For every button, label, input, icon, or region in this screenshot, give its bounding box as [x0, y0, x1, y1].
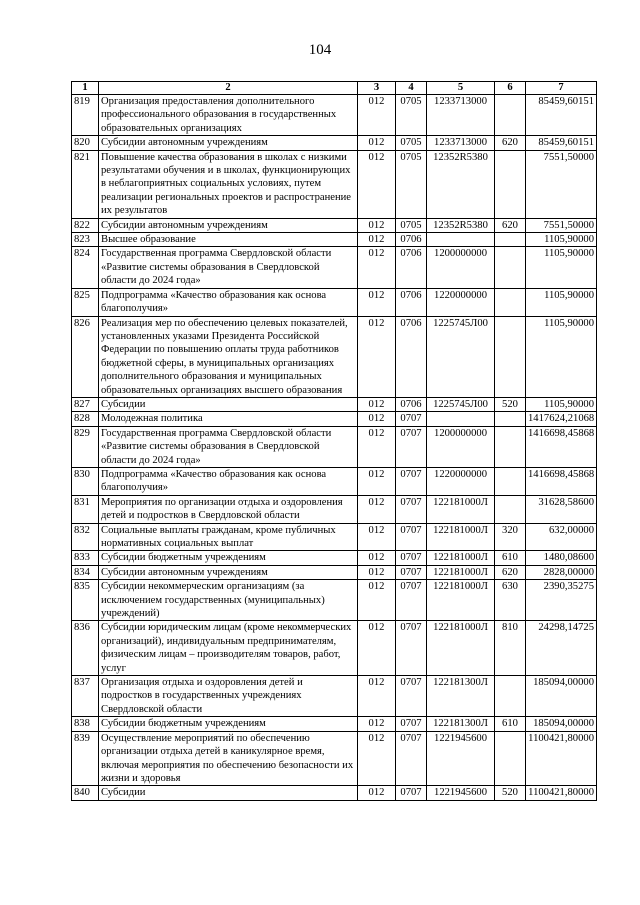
row-ministry-code: 012	[358, 150, 396, 218]
row-expense-type	[495, 150, 526, 218]
row-target-article: 1220000000	[427, 288, 495, 316]
row-section-code: 0705	[396, 150, 427, 218]
row-ministry-code: 012	[358, 717, 396, 731]
row-amount: 1416698,45868	[526, 426, 597, 467]
row-section-code: 0706	[396, 233, 427, 247]
table-row	[72, 717, 597, 731]
table-row	[72, 565, 597, 579]
row-number: 820	[72, 136, 99, 150]
row-section-code: 0705	[396, 136, 427, 150]
row-amount: 1417624,21068	[526, 412, 597, 426]
row-expense-type: 810	[495, 621, 526, 676]
row-amount: 7551,50000	[526, 218, 597, 232]
row-section-code: 0706	[396, 397, 427, 411]
row-section-code: 0707	[396, 523, 427, 551]
table-row	[72, 397, 597, 411]
table-row	[72, 676, 597, 717]
row-ministry-code: 012	[358, 523, 396, 551]
row-ministry-code: 012	[358, 676, 396, 717]
column-header: 5	[427, 82, 495, 95]
row-name: Повышение качества образования в школах с низкими результатами обучения и в школах, функционирующих в неблагоприятных социальных условиях, путем реализации региональных проектов и распространение их результатов	[99, 150, 358, 218]
budget-table	[71, 81, 597, 801]
row-name: Государственная программа Свердловской области «Развитие системы образования в Свердловской области до 2024 года»	[99, 247, 358, 288]
row-name: Субсидии	[99, 786, 358, 800]
row-amount: 2828,00000	[526, 565, 597, 579]
row-expense-type	[495, 467, 526, 495]
row-expense-type: 320	[495, 523, 526, 551]
row-name: Субсидии юридическим лицам (кроме некоммерческих организаций), индивидуальным предпринимателям, физическим лицам – производителям товаров, работ, услуг	[99, 621, 358, 676]
table-row	[72, 316, 597, 397]
row-target-article: 1225745Л00	[427, 316, 495, 397]
row-number: 837	[72, 676, 99, 717]
table-row	[72, 233, 597, 247]
row-expense-type	[495, 288, 526, 316]
row-number: 840	[72, 786, 99, 800]
row-expense-type	[495, 676, 526, 717]
table-row	[72, 551, 597, 565]
row-target-article: 122181000Л	[427, 495, 495, 523]
row-number: 830	[72, 467, 99, 495]
table-row	[72, 495, 597, 523]
row-number: 831	[72, 495, 99, 523]
row-section-code: 0707	[396, 580, 427, 621]
row-expense-type: 620	[495, 565, 526, 579]
row-name: Организация предоставления дополнительного профессионального образования в государственных образовательных организациях	[99, 95, 358, 136]
table-row	[72, 426, 597, 467]
row-ministry-code: 012	[358, 95, 396, 136]
table-row	[72, 136, 597, 150]
table-row	[72, 150, 597, 218]
row-number: 839	[72, 731, 99, 786]
row-number: 819	[72, 95, 99, 136]
row-name: Субсидии некоммерческим организациям (за исключением государственных (муниципальных) учреждений)	[99, 580, 358, 621]
column-header: 2	[99, 82, 358, 95]
row-number: 829	[72, 426, 99, 467]
row-target-article	[427, 233, 495, 247]
row-number: 825	[72, 288, 99, 316]
row-expense-type	[495, 247, 526, 288]
row-number: 821	[72, 150, 99, 218]
row-amount: 1105,90000	[526, 397, 597, 411]
row-number: 834	[72, 565, 99, 579]
row-target-article: 122181300Л	[427, 676, 495, 717]
row-section-code: 0707	[396, 717, 427, 731]
row-target-article: 1233713000	[427, 136, 495, 150]
row-section-code: 0705	[396, 95, 427, 136]
row-ministry-code: 012	[358, 565, 396, 579]
row-name: Осуществление мероприятий по обеспечению организации отдыха детей в каникулярное время, включая мероприятия по обеспечению безопасности их жизни и здоровья	[99, 731, 358, 786]
row-expense-type	[495, 731, 526, 786]
row-expense-type: 610	[495, 551, 526, 565]
column-header: 7	[526, 82, 597, 95]
row-target-article: 1233713000	[427, 95, 495, 136]
row-ministry-code: 012	[358, 412, 396, 426]
row-target-article: 1220000000	[427, 467, 495, 495]
row-target-article: 12352R5380	[427, 150, 495, 218]
row-target-article: 1200000000	[427, 426, 495, 467]
row-target-article: 1221945600	[427, 786, 495, 800]
row-target-article: 12352R5380	[427, 218, 495, 232]
row-section-code: 0707	[396, 467, 427, 495]
row-ministry-code: 012	[358, 786, 396, 800]
row-amount: 1100421,80000	[526, 731, 597, 786]
row-expense-type	[495, 95, 526, 136]
row-target-article: 1225745Л00	[427, 397, 495, 411]
row-name: Субсидии автономным учреждениям	[99, 565, 358, 579]
row-expense-type	[495, 316, 526, 397]
row-expense-type	[495, 412, 526, 426]
table-row	[72, 247, 597, 288]
row-target-article: 122181300Л	[427, 717, 495, 731]
row-ministry-code: 012	[358, 580, 396, 621]
row-name: Субсидии автономным учреждениям	[99, 218, 358, 232]
row-expense-type: 520	[495, 397, 526, 411]
row-section-code: 0707	[396, 426, 427, 467]
table-row	[72, 731, 597, 786]
row-section-code: 0706	[396, 247, 427, 288]
column-header: 6	[495, 82, 526, 95]
row-section-code: 0707	[396, 495, 427, 523]
row-section-code: 0707	[396, 551, 427, 565]
row-expense-type: 610	[495, 717, 526, 731]
row-amount: 24298,14725	[526, 621, 597, 676]
row-target-article: 1200000000	[427, 247, 495, 288]
table-row	[72, 218, 597, 232]
row-expense-type: 520	[495, 786, 526, 800]
table-body	[72, 95, 597, 801]
row-amount: 185094,00000	[526, 676, 597, 717]
column-header: 3	[358, 82, 396, 95]
row-name: Организация отдыха и оздоровления детей и подростков в государственных учреждениях Свердловской области	[99, 676, 358, 717]
row-name: Социальные выплаты гражданам, кроме публичных нормативных социальных выплат	[99, 523, 358, 551]
row-amount: 1105,90000	[526, 316, 597, 397]
table-row	[72, 523, 597, 551]
row-section-code: 0707	[396, 731, 427, 786]
row-ministry-code: 012	[358, 316, 396, 397]
row-number: 827	[72, 397, 99, 411]
row-ministry-code: 012	[358, 218, 396, 232]
row-name: Субсидии бюджетным учреждениям	[99, 551, 358, 565]
table-header-row	[72, 82, 597, 95]
row-section-code: 0705	[396, 218, 427, 232]
row-expense-type: 620	[495, 218, 526, 232]
row-amount: 7551,50000	[526, 150, 597, 218]
row-name: Высшее образование	[99, 233, 358, 247]
row-number: 833	[72, 551, 99, 565]
row-name: Подпрограмма «Качество образования как основа благополучия»	[99, 467, 358, 495]
row-target-article: 122181000Л	[427, 523, 495, 551]
row-amount: 85459,60151	[526, 136, 597, 150]
row-name: Субсидии бюджетным учреждениям	[99, 717, 358, 731]
row-amount: 1416698,45868	[526, 467, 597, 495]
row-name: Субсидии автономным учреждениям	[99, 136, 358, 150]
row-ministry-code: 012	[358, 233, 396, 247]
row-ministry-code: 012	[358, 288, 396, 316]
row-target-article: 122181000Л	[427, 565, 495, 579]
row-target-article	[427, 412, 495, 426]
row-number: 835	[72, 580, 99, 621]
row-number: 838	[72, 717, 99, 731]
row-section-code: 0707	[396, 412, 427, 426]
row-amount: 185094,00000	[526, 717, 597, 731]
row-ministry-code: 012	[358, 397, 396, 411]
table-row	[72, 580, 597, 621]
row-name: Государственная программа Свердловской области «Развитие системы образования в Свердловской области до 2024 года»	[99, 426, 358, 467]
row-ministry-code: 012	[358, 621, 396, 676]
row-section-code: 0707	[396, 786, 427, 800]
row-target-article: 122181000Л	[427, 580, 495, 621]
row-number: 826	[72, 316, 99, 397]
row-section-code: 0707	[396, 565, 427, 579]
row-amount: 2390,35275	[526, 580, 597, 621]
row-ministry-code: 012	[358, 495, 396, 523]
row-ministry-code: 012	[358, 551, 396, 565]
row-amount: 632,00000	[526, 523, 597, 551]
row-target-article: 1221945600	[427, 731, 495, 786]
row-amount: 1105,90000	[526, 233, 597, 247]
table-row	[72, 288, 597, 316]
table-row	[72, 95, 597, 136]
row-target-article: 122181000Л	[427, 621, 495, 676]
table-row	[72, 621, 597, 676]
row-ministry-code: 012	[358, 731, 396, 786]
row-expense-type	[495, 233, 526, 247]
row-section-code: 0707	[396, 621, 427, 676]
page-number: 104	[308, 42, 332, 58]
row-ministry-code: 012	[358, 426, 396, 467]
row-amount: 1100421,80000	[526, 786, 597, 800]
row-expense-type	[495, 426, 526, 467]
row-expense-type: 630	[495, 580, 526, 621]
row-number: 836	[72, 621, 99, 676]
row-target-article: 122181000Л	[427, 551, 495, 565]
row-amount: 1480,08600	[526, 551, 597, 565]
row-amount: 1105,90000	[526, 247, 597, 288]
row-amount: 85459,60151	[526, 95, 597, 136]
row-number: 824	[72, 247, 99, 288]
row-ministry-code: 012	[358, 136, 396, 150]
row-expense-type: 620	[495, 136, 526, 150]
row-section-code: 0707	[396, 676, 427, 717]
row-amount: 31628,58600	[526, 495, 597, 523]
row-name: Реализация мер по обеспечению целевых показателей, установленных указами Президента Российской Федерации по повышению оплаты труда работников бюджетной сферы, в муниципальных организациях дополнительного образования и муниципальных образовательных организациях высшего образования	[99, 316, 358, 397]
row-ministry-code: 012	[358, 467, 396, 495]
row-number: 832	[72, 523, 99, 551]
row-name: Мероприятия по организации отдыха и оздоровления детей и подростков в Свердловской области	[99, 495, 358, 523]
row-expense-type	[495, 495, 526, 523]
row-name: Субсидии	[99, 397, 358, 411]
row-number: 828	[72, 412, 99, 426]
row-number: 823	[72, 233, 99, 247]
row-amount: 1105,90000	[526, 288, 597, 316]
table-row	[72, 786, 597, 800]
row-ministry-code: 012	[358, 247, 396, 288]
row-number: 822	[72, 218, 99, 232]
row-section-code: 0706	[396, 288, 427, 316]
column-header: 4	[396, 82, 427, 95]
table-row	[72, 412, 597, 426]
row-name: Молодежная политика	[99, 412, 358, 426]
row-name: Подпрограмма «Качество образования как основа благополучия»	[99, 288, 358, 316]
table-row	[72, 467, 597, 495]
row-section-code: 0706	[396, 316, 427, 397]
column-header: 1	[72, 82, 99, 95]
